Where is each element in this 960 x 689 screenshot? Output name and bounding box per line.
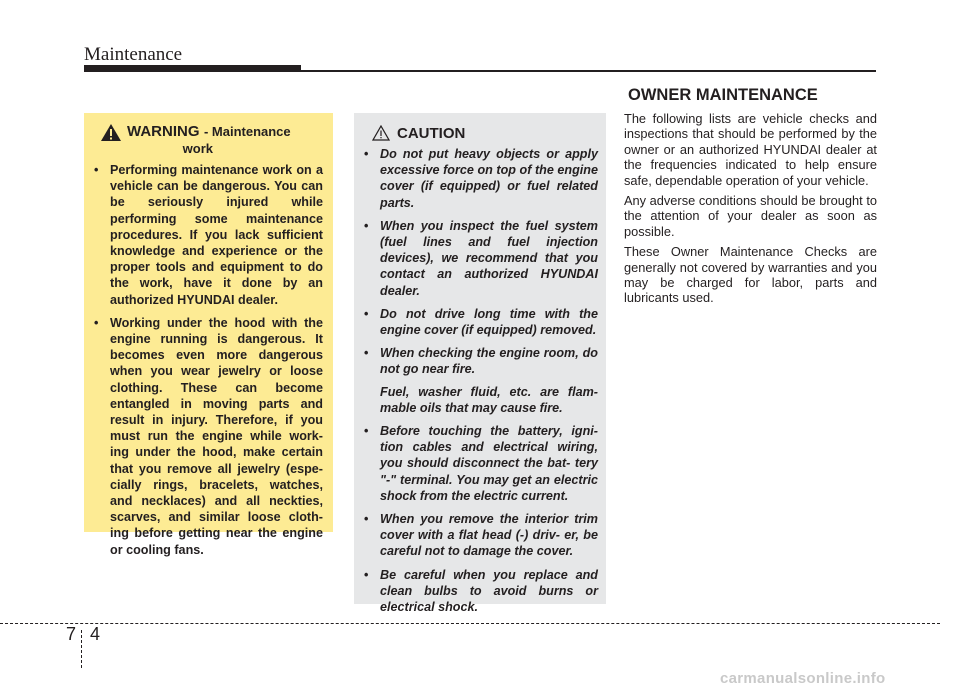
body-paragraph: These Owner Maintenance Checks are generally not covered by warranties and you may be charged for labor, parts and lubricants used. <box>624 244 877 306</box>
owner-maintenance-body <box>624 111 877 311</box>
warning-subtitle-line2: work <box>182 141 213 156</box>
caution-item-text: Be careful when you replace and clean bulbs to avoid burns or electrical shock. <box>380 567 598 615</box>
caution-item <box>362 306 598 338</box>
caution-item <box>362 423 598 504</box>
warning-title: WARNING <box>127 123 200 140</box>
footer-divider <box>81 630 82 668</box>
watermark: carmanualsonline.info <box>720 670 886 687</box>
caution-item-text: Before touching the battery, igni- tion cables and electrical wiring, you should disconnect the bat- tery "-" terminal. You may get an electric shock from the electric current. <box>380 424 598 503</box>
caution-box <box>354 113 606 615</box>
caution-list <box>362 146 598 615</box>
caution-item <box>362 345 598 416</box>
caution-item-text: Do not put heavy objects or apply excessive force on top of the engine cover (if equipped) or fuel related parts. <box>380 147 598 210</box>
footer-rule <box>0 623 940 624</box>
header-rule-thick <box>84 65 301 72</box>
caution-item-text: Do not drive long time with the engine cover (if equipped) removed. <box>380 306 598 338</box>
warning-title-block <box>127 123 291 156</box>
warning-box <box>84 113 333 557</box>
caution-triangle-icon <box>372 125 390 141</box>
caution-item-text: When you inspect the fuel system (fuel lines and fuel injection devices), we recommend that you contact an authorized HYUNDAI dealer. <box>380 218 598 298</box>
warning-item: • Performing maintenance work on a vehicle can be dangerous. You can be seriously injured while performing some maintenance procedures. If you lack sufficient knowledge and experience or the proper tools and equipment to do the work, have it done by an authorized HYUNDAI dealer. <box>92 162 323 308</box>
chapter-number: 7 <box>66 624 77 644</box>
page-header-title: Maintenance <box>84 44 183 65</box>
warning-item: • Working under the hood with the engine running is dangerous. It becomes even more dangerous when you wear jewelry or loose clothing. These can become entangled in moving parts and result in injury. Therefore, if you must run the engine while work- ing under the hood, make certain that you remove all jewelry (espe- cially rings, bracelets, watches, and necklaces) and all neckties, scarves, and similar loose cloth- ing before getting near the engine or cooling fans. <box>92 315 323 558</box>
caution-item <box>362 567 598 616</box>
page-number: 4 <box>90 624 101 644</box>
caution-item <box>362 218 598 299</box>
caution-item-text: When checking the engine room, do not go near fire. <box>380 346 598 377</box>
warning-subtitle: - Maintenance <box>203 124 291 139</box>
body-paragraph: Any adverse conditions should be brought to the attention of your dealer as soon as possible. <box>624 193 877 239</box>
caution-item-extra: Fuel, washer fluid, etc. are flam- mable oils that may cause fire. <box>380 384 598 415</box>
warning-triangle-icon <box>100 123 122 142</box>
body-paragraph: The following lists are vehicle checks and inspections that should be performed by the owner or an authorized HYUNDAI dealer at the frequencies indicated to help ensure safe, dependable operation of your vehicle. <box>624 111 877 188</box>
caution-item <box>362 511 598 560</box>
header-rule-thin <box>301 70 876 72</box>
caution-item-text: When you remove the interior trim cover with a flat head (-) driv- er, be careful not to damage the cover. <box>380 512 598 559</box>
caution-item <box>362 146 598 211</box>
section-title: OWNER MAINTENANCE <box>628 86 818 104</box>
caution-header <box>362 122 598 144</box>
caution-title: CAUTION <box>397 124 466 142</box>
warning-header <box>92 123 323 156</box>
warning-list <box>92 162 323 558</box>
